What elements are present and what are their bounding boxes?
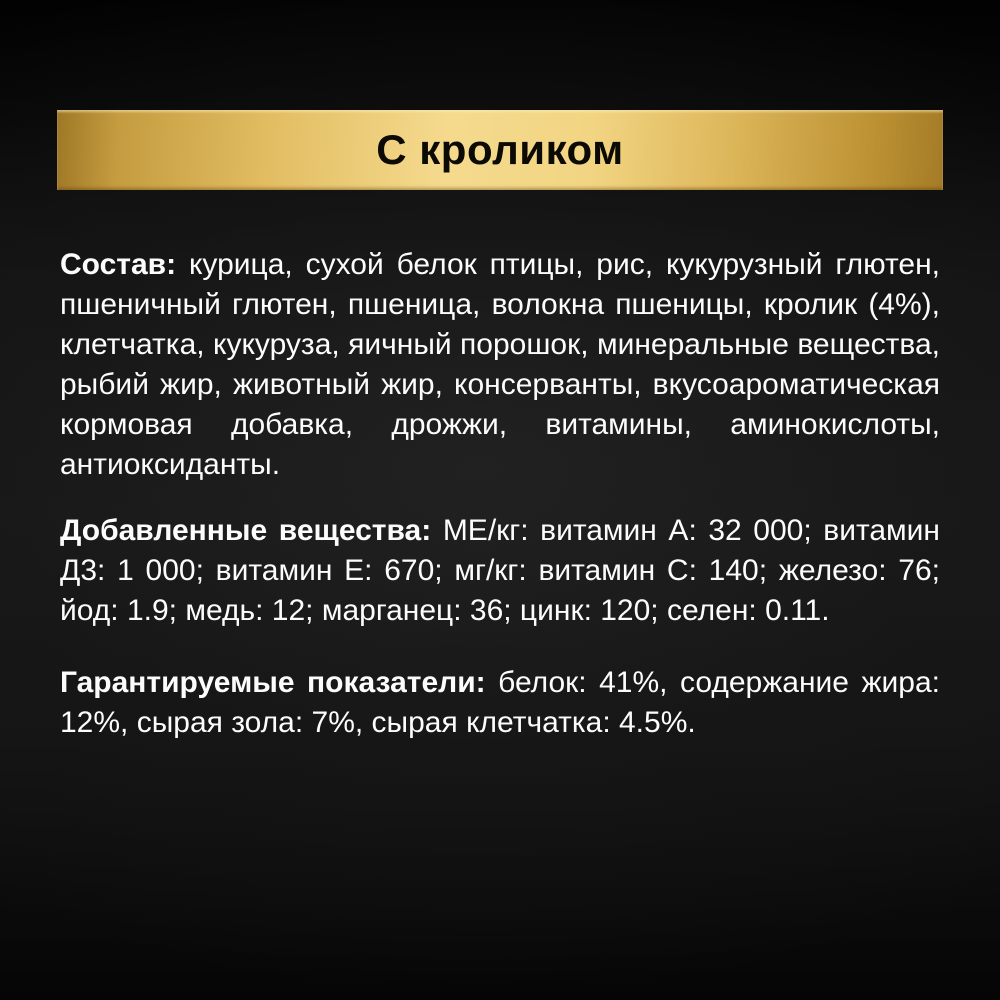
flavor-banner — [57, 110, 943, 190]
guaranteed-text: белок: 41%, содержание жира: 12%, сырая зола: 7%, сырая клетчатка: 4.5%. — [60, 666, 940, 739]
composition-section — [60, 245, 940, 485]
composition-label: Состав: — [60, 248, 177, 281]
additives-text: МЕ/кг: витамин А: 32 000; витамин Д3: 1 000; витамин Е: 670; мг/кг: витамин С: 140; железо: 76; йод: 1.9; медь: 12; марганец: 36; цинк: 120; селен: 0.11. — [60, 514, 940, 627]
label-text-block — [60, 245, 940, 743]
guaranteed-label: Гарантируемые показатели: — [60, 666, 486, 699]
guaranteed-section — [60, 663, 940, 743]
additives-label: Добавленные вещества: — [60, 514, 432, 547]
additives-section — [60, 511, 940, 631]
flavor-title: С кроликом — [376, 126, 624, 173]
composition-text: курица, сухой белок птицы, рис, кукурузный глютен, пшеничный глютен, пшеница, волокна пшеницы, кролик (4%), клетчатка, кукуруза, яичный порошок, минеральные вещества, рыбий жир, животный жир, консерванты, вкусоароматическая кормовая добавка, дрожжи, витамины, аминокислоты, антиоксиданты. — [60, 248, 940, 481]
